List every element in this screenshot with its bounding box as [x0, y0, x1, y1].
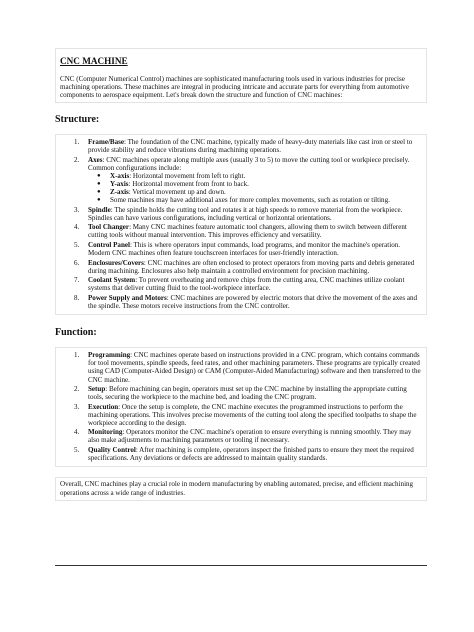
bullet-icon: ● — [97, 197, 101, 204]
function-item: 2. Setup: Before machining can begin, operators must set up the CNC machine by installing the appropriate cutting tools, securing the workpiece to the machine bed, and loading the CNC program. — [74, 385, 407, 402]
structure-item: 3. Spindle: The spindle holds the cutting tool and rotates it at high speeds to remove material from the workpiece. Spindles can have various configurations, including vertical or horizontal orientations. — [74, 205, 403, 222]
structure-item: 1. Frame/Base: The foundation of the CNC machine, typically made of heavy-duty materials like cast iron or steel to provide stability and reduce vibrations during machining operations. — [74, 138, 413, 155]
structure-list-block — [55, 134, 427, 315]
axes-item: ● Some machines may have additional axes for more complex movements, such as rotation or tilting. — [97, 196, 390, 205]
document-title: CNC MACHINE — [60, 56, 128, 66]
axes-sublist — [88, 172, 422, 204]
function-list-block — [55, 347, 427, 467]
function-list — [60, 351, 422, 462]
axes-item: ● Y-axis: Horizontal movement from front to back. — [97, 180, 249, 189]
document-page — [55, 48, 427, 501]
structure-item: 4. Tool Changer: Many CNC machines feature automatic tool changers, allowing them to switch between different cutting tools without manual intervention. This improves efficiency and versatility. — [74, 223, 407, 240]
bullet-icon: ● — [97, 181, 101, 188]
title-intro-block — [55, 48, 427, 103]
axes-item: ● X-axis: Horizontal movement from left to right. — [97, 172, 246, 181]
closing-block — [55, 477, 427, 500]
function-item: 1. Programming: CNC machines operate based on instructions provided in a CNC program, which contains commands for tool movements, spindle speeds, feed rates, and other machining parameters. These programs are typically created using CAD (Computer-Aided Design) or CAM (Computer-Aided Manufacturing) software and then transferred to the CNC machine. — [74, 351, 421, 384]
structure-item: 8. Power Supply and Motors: CNC machines are powered by electric motors that drive the movement of the axes and the spindle. These motors receive instructions from the CNC controller. — [74, 293, 418, 310]
function-item: 5. Quality Control: After machining is complete, operators inspect the finished parts to ensure they meet the required specifications. Any deviations or defects are addressed to maintain quality standards. — [74, 445, 414, 462]
function-item: 3. Execution: Once the setup is complete, the CNC machine executes the programmed instructions to perform the machining operations. This involves precise movements of the cutting tool along the specified toolpaths to shape the workpiece according to the design. — [74, 402, 417, 427]
intro-paragraph: CNC (Computer Numerical Control) machines are sophisticated manufacturing tools used in various industries for precise machining operations. These machines are integral in producing intricate and accurate parts for everything from automotive components to aerospace equipment. Let's break down the structure and function of CNC machines: — [60, 75, 409, 100]
function-heading: Function: — [55, 327, 97, 339]
footer-rule — [55, 565, 427, 566]
axes-item: ● Z-axis: Vertical movement up and down. — [97, 188, 226, 197]
function-item: 4. Monitoring: Operators monitor the CNC machine's operation to ensure everything is running smoothly. They may also make adjustments to machining parameters or tooling if necessary. — [74, 428, 412, 445]
closing-paragraph: Overall, CNC machines play a crucial role in modern manufacturing by enabling automated, precise, and efficient machining operations across a wide range of industries. — [60, 480, 414, 497]
structure-heading: Structure: — [55, 114, 100, 126]
structure-item: 6. Enclosures/Covers: CNC machines are often enclosed to protect operators from moving parts and debris generated during machining. Enclosures also help maintain a controlled environment for precision machining. — [74, 258, 415, 275]
bullet-icon: ● — [97, 189, 101, 196]
structure-item: 7. Coolant System: To prevent overheating and remove chips from the cutting area, CNC machines utilize coolant systems that deliver cutting fluid to the tool-workpiece interface. — [74, 276, 405, 293]
structure-list — [60, 138, 422, 310]
bullet-icon: ● — [97, 173, 101, 180]
structure-item: 5. Control Panel: This is where operators input commands, load programs, and monitor the machine's operation. Modern CNC machines often feature touchscreen interfaces for user-friendly interaction. — [74, 240, 401, 258]
structure-item: 2. Axes: CNC machines operate along multiple axes (usually 3 to 5) to move the cutting tool or workpiece precisely. Common configurations include: ● X-axis: Horizontal movement from left to right. ● Y-axis: Horizontal movement from front to back. ● Z-axis: Vertical movement up and down. ● Some machines may have additional axes for more complex movements, such as rotation or tilting. — [60, 156, 422, 205]
